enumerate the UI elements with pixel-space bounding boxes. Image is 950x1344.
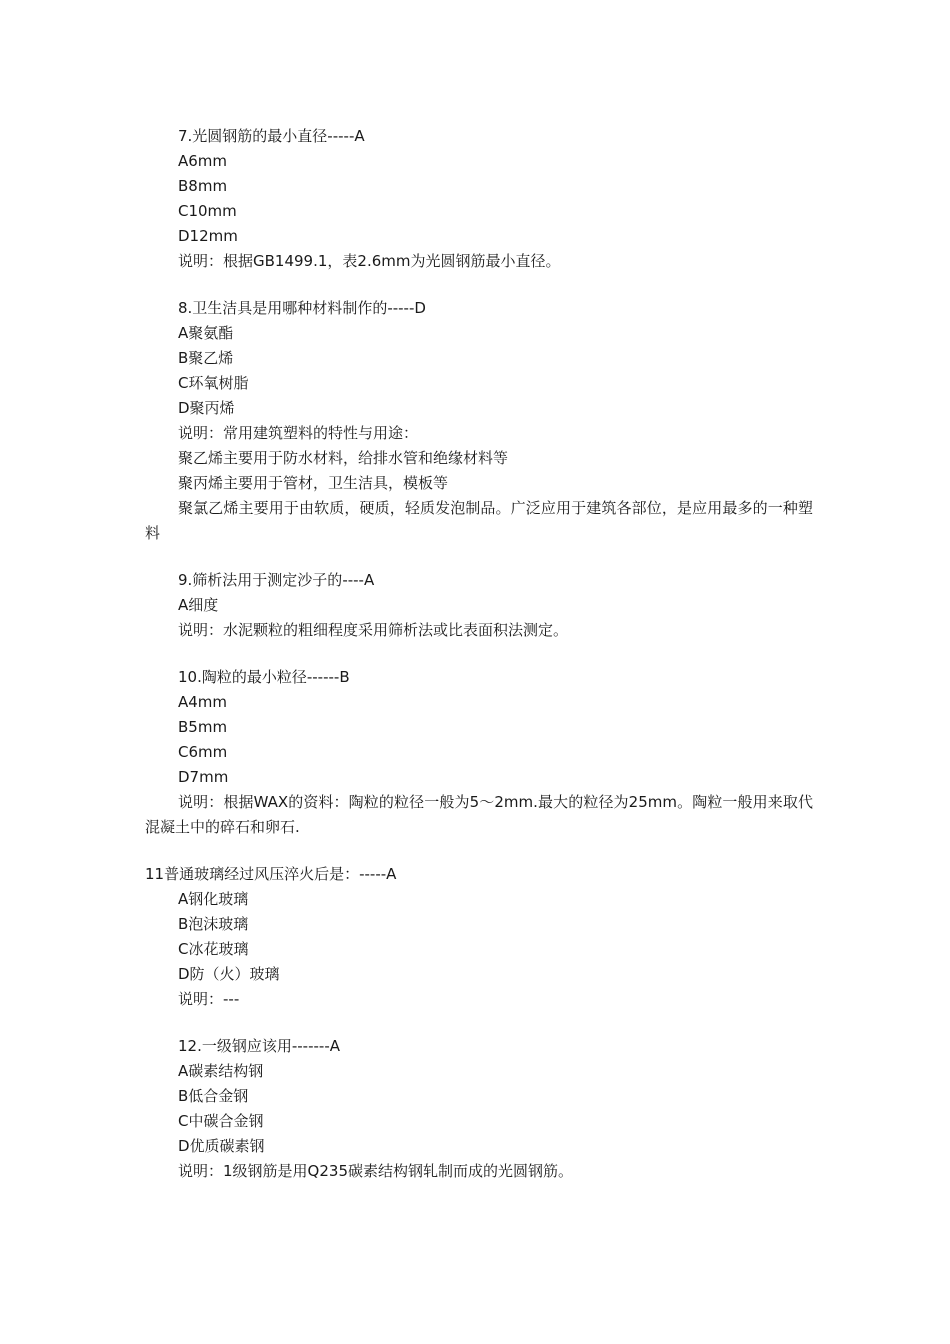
option-d: D优质碳素钢	[178, 1137, 265, 1155]
spacer	[145, 643, 813, 665]
option-c: C中碳合金钢	[178, 1112, 264, 1130]
explanation-paragraph: 聚氯乙烯主要用于由软质，硬质，轻质发泡制品。广泛应用于建筑各部位，是应用最多的一种塑料	[145, 499, 813, 542]
option-b: B聚乙烯	[178, 349, 234, 367]
question-block	[145, 665, 813, 840]
spacer	[145, 274, 813, 296]
option-d: D聚丙烯	[178, 399, 235, 417]
question-title: 9.筛析法用于测定沙子的----A	[178, 571, 375, 589]
option-a: A6mm	[178, 152, 228, 170]
question-block	[145, 1034, 813, 1184]
spacer	[145, 1012, 813, 1034]
spacer	[145, 546, 813, 568]
option-c: C环氧树脂	[178, 374, 249, 392]
explanation: 说明：---	[178, 990, 240, 1008]
explanation: 说明：常用建筑塑料的特性与用途：	[178, 424, 419, 442]
question-title: 12.一级钢应该用-------A	[178, 1037, 341, 1055]
explanation-line: 聚乙烯主要用于防水材料，给排水管和绝缘材料等	[178, 449, 509, 467]
option-a: A细度	[178, 596, 219, 614]
question-title: 11普通玻璃经过风压淬火后是：-----A	[145, 865, 397, 883]
question-block	[145, 296, 813, 546]
option-d: D7mm	[178, 768, 229, 786]
option-a: A4mm	[178, 693, 228, 711]
explanation-paragraph: 说明：根据WAX的资料：陶粒的粒径一般为5～2mm.最大的粒径为25mm。陶粒一般用来取代混凝土中的碎石和卵石.	[145, 793, 813, 836]
question-title: 10.陶粒的最小粒径------B	[178, 668, 350, 686]
option-b: B5mm	[178, 718, 228, 736]
document-content	[145, 124, 813, 1184]
spacer	[145, 840, 813, 862]
question-title: 7.光圆钢筋的最小直径-----A	[178, 127, 365, 145]
explanation-line: 聚丙烯主要用于管材，卫生洁具，模板等	[178, 474, 449, 492]
option-c: C6mm	[178, 743, 228, 761]
explanation: 说明：1级钢筋是用Q235碳素结构钢轧制而成的光圆钢筋。	[178, 1162, 573, 1180]
question-title: 8.卫生洁具是用哪种材料制作的-----D	[178, 299, 426, 317]
option-b: B低合金钢	[178, 1087, 249, 1105]
option-a: A碳素结构钢	[178, 1062, 264, 1080]
explanation: 说明：水泥颗粒的粗细程度采用筛析法或比表面积法测定。	[178, 621, 569, 639]
option-d: D12mm	[178, 227, 238, 245]
explanation: 说明：根据GB1499.1，表2.6mm为光圆钢筋最小直径。	[178, 252, 561, 270]
option-b: B8mm	[178, 177, 228, 195]
option-a: A钢化玻璃	[178, 890, 249, 908]
option-a: A聚氨酯	[178, 324, 234, 342]
question-block	[145, 568, 813, 643]
option-c: C10mm	[178, 202, 237, 220]
question-block	[145, 862, 813, 1012]
option-d: D防（火）玻璃	[178, 965, 280, 983]
question-block	[145, 124, 813, 274]
option-b: B泡沫玻璃	[178, 915, 249, 933]
option-c: C冰花玻璃	[178, 940, 249, 958]
